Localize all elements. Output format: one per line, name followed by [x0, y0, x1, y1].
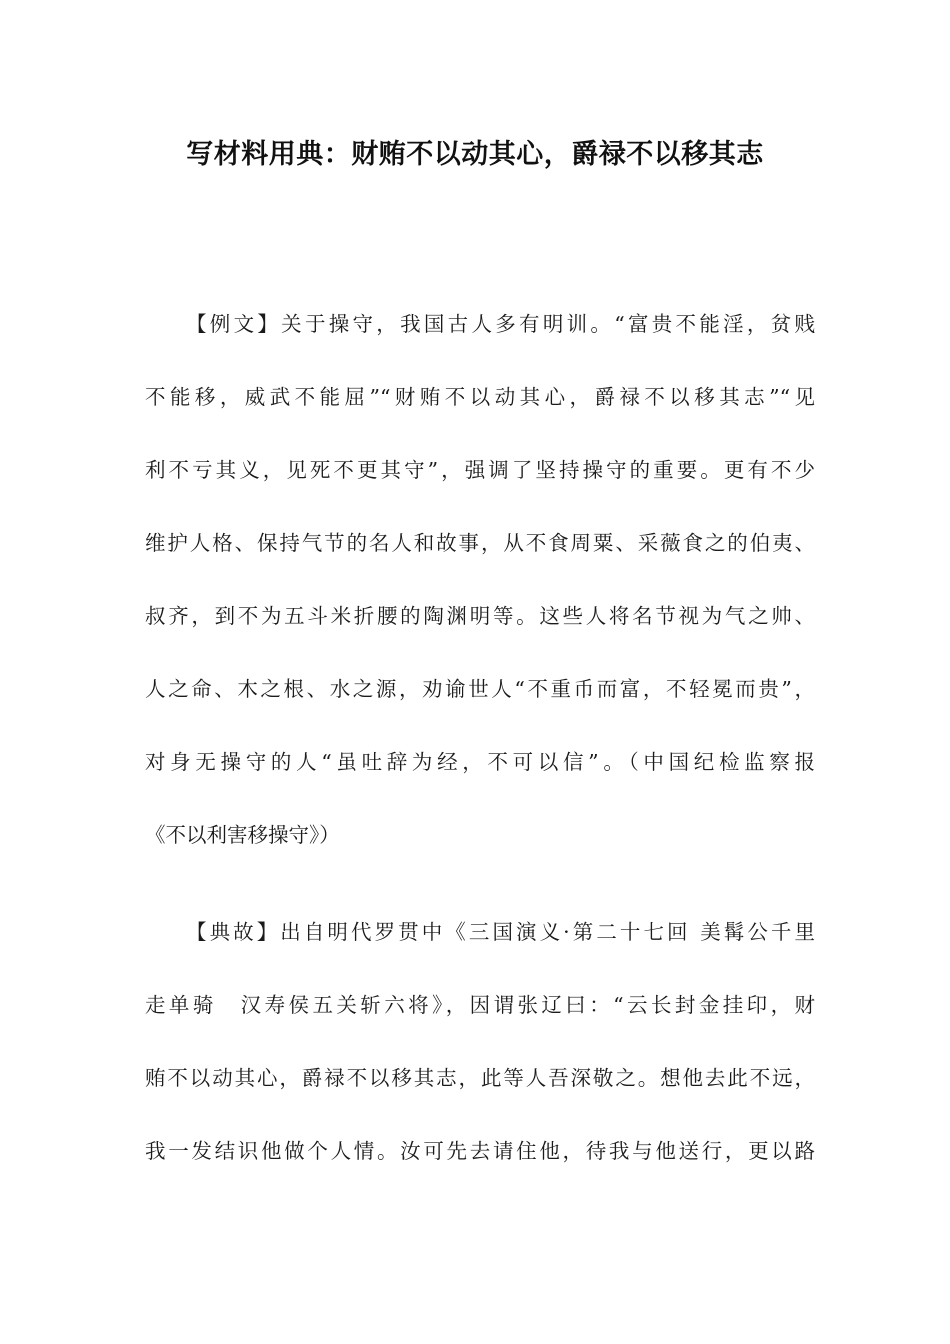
paragraph-line: 我一发结识他做个人情。汝可先去请住他，待我与他送行，更以路: [145, 1139, 815, 1163]
paragraph-line: 走单骑 汉寿侯五关斩六将》，因谓张辽曰：“云长封金挂印，财: [145, 993, 815, 1017]
paragraph-line: 贿不以动其心，爵禄不以移其志，此等人吾深敬之。想他去此不远，: [145, 1066, 815, 1090]
paragraph-line: 【例文】关于操守，我国古人多有明训。“富贵不能淫，贫贱: [186, 312, 815, 336]
paragraph-line: 对身无操守的人“虽吐辞为经，不可以信”。（中国纪检监察报: [145, 750, 815, 774]
paragraph-line: 叔齐，到不为五斗米折腰的陶渊明等。这些人将名节视为气之帅、: [145, 604, 815, 628]
paragraph-line: 不能移，威武不能屈”“财贿不以动其心，爵禄不以移其志”“见: [145, 385, 815, 409]
paragraph-line: 维护人格、保持气节的名人和故事，从不食周粟、采薇食之的伯夷、: [145, 531, 815, 555]
document-title: 写材料用典：财贿不以动其心，爵禄不以移其志: [186, 139, 764, 170]
paragraph-line: 利不亏其义，见死不更其守”，强调了坚持操守的重要。更有不少: [145, 458, 815, 482]
paragraph-line: 人之命、木之根、水之源，劝谕世人“不重币而富，不轻冕而贵”，: [145, 677, 815, 701]
paragraph-line: 《不以利害移操守》）: [145, 823, 340, 847]
paragraph-line: 【典故】出自明代罗贯中《三国演义·第二十七回 美髯公千里: [186, 920, 815, 944]
